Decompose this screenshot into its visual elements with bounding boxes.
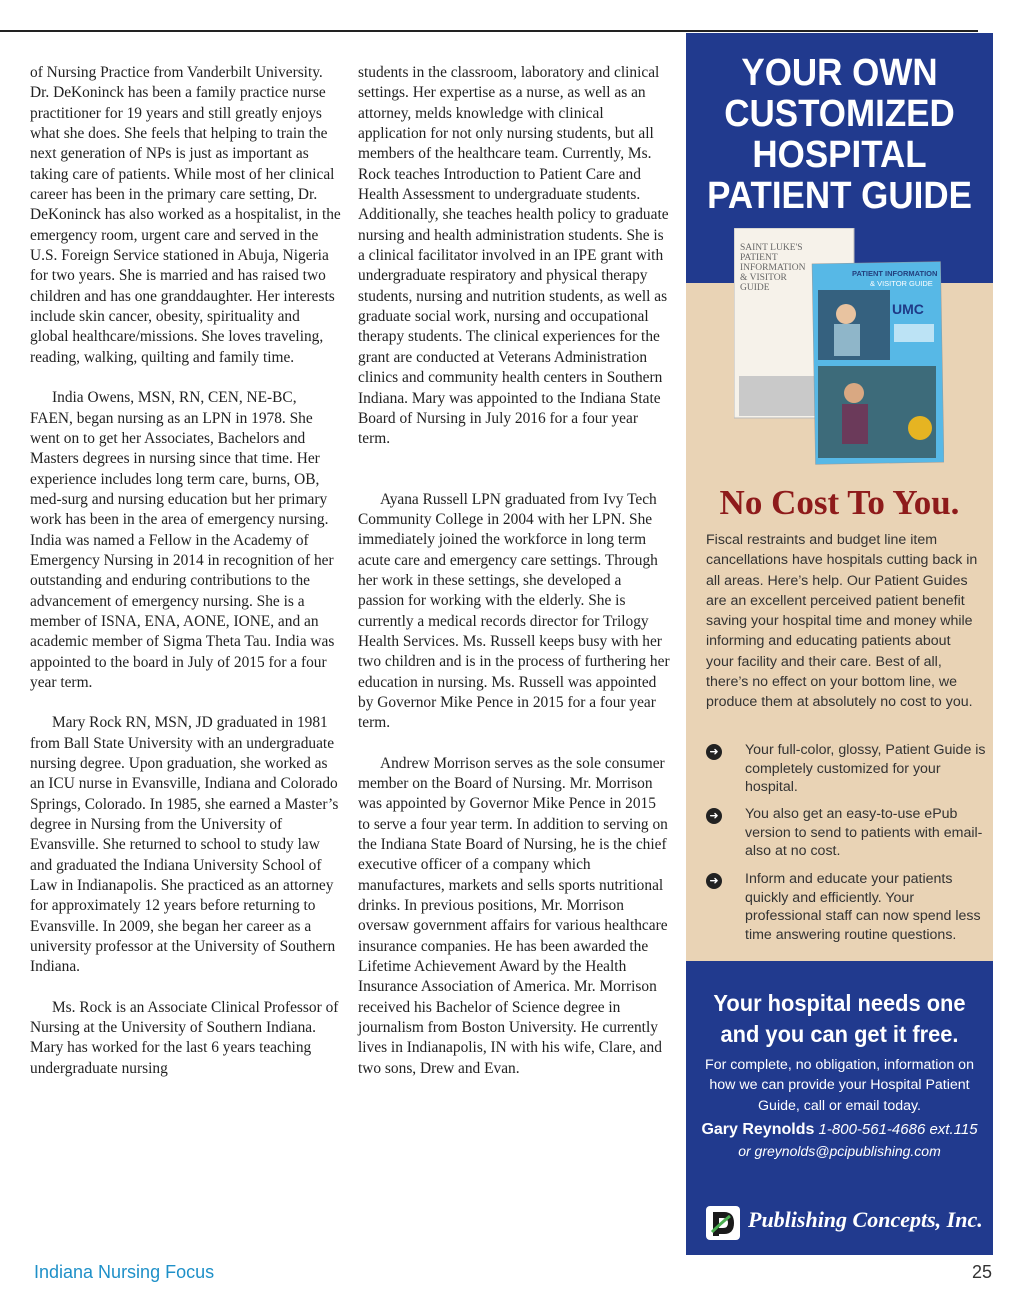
guide-logo-text: UMC: [892, 301, 924, 317]
contact-email: or greynolds@pcipublishing.com: [738, 1143, 941, 1159]
arrow-right-icon: ➜: [706, 808, 722, 824]
benefit-item: ➜ You also get an easy-to-use ePub version to send to patients with email-also at no cost.: [706, 805, 986, 861]
more-info-text: For complete, no obligation, information on how we can provide your Hospital Patient Guide, call or email today.: [705, 1057, 974, 1114]
svg-text:& VISITOR GUIDE: & VISITOR GUIDE: [870, 279, 933, 288]
page-number: 25: [971, 1262, 992, 1282]
arrow-right-icon: ➜: [706, 744, 722, 760]
advertisement: [686, 33, 993, 1255]
publisher-logo-icon: [706, 1206, 740, 1240]
paragraph-rock-professor: Ms. Rock is an Associate Clinical Professor of Nursing at the University of Southern Indiana. Mary has worked for the last 6 years teaching undergraduate nursing: [30, 998, 339, 1077]
paragraph-india-owens: India Owens, MSN, RN, CEN, NE-BC, FAEN, began nursing as an LPN in 1978. She went on to get her Associates, Bachelors and Masters degrees in nursing since that time. Her experience includes long term care, burns, OB, med-surg and nursing education but her primary work has been in the area of emergency nursing. India was named a Fellow in the Academy of Emergency Nursing in 2014 in recognition of her outstanding and enduring contributions to the advancement of emergency nursing. She is a member of ISNA, ENA, AONE, IONE, and an academic member of Sigma Theta Tau. India was appointed to the board in July of 2015 for a four year term.: [30, 389, 335, 691]
contact-name: Gary Reynolds: [701, 1121, 815, 1138]
paragraph-dekoninck: of Nursing Practice from Vanderbilt University. Dr. DeKoninck has been a family practice nurse practitioner for 19 years and still greatly enjoys what she does. She feels that helping to train the next generation of NPs is just as important as taking care of patients. While most of her clinical career has been in the primary care setting, Dr. DeKoninck has also worked as a hospitalist, in the emergency room, urgent care and served in the U.S. Foreign Service stationed in Abuja, Nigeria for two years. She is married and has raised two children and has one granddaughter. Her interests include skin cancer, obesity, spirituality and global healthcare/missions. She loves traveling, reading, walking, quilting and family time.: [30, 64, 341, 366]
contact-line: [686, 1121, 993, 1139]
top-rule: [0, 30, 978, 32]
paragraph-andrew-morrison: Andrew Morrison serves as the sole consumer member on the Board of Nursing. Mr. Morrison was appointed by Governor Mike Pence in 2015 to serve a four year term. In addition to serving on the Indiana State Board of Nursing, he is the chief executive officer of a company which manufactures, markets and sells sports nutritional drinks. In previous positions, Mr. Morrison oversaw government affairs for various healthcare insurance companies. He has been awarded the Lifetime Achievement Award by the Health Insurance Association of America. Mr. Morrison received his Bachelor of Science degree in journalism from Boston University. He currently lives in Indianapolis, IN with his wife, Clare, and two sons, Drew and Evan.: [358, 754, 668, 1077]
guide-back-text: SAINT LUKE'S PATIENT INFORMATION & VISITOR GUIDE: [740, 243, 806, 293]
paragraph-rock-teaching: students in the classroom, laboratory and clinical settings. Her expertise as a nurse, as well as an attorney, melds knowledge with clinical application for not only nursing students, but all members of the healthcare team. Currently, Ms. Rock teaches Introduction to Patient Care and Health Assessment to undergraduate students. Additionally, she teaches health policy to graduate nursing and health administration students. She is a clinical facilitator involved in an IPE grant with undergraduate respiratory and physical therapy students, nursing and nutrition students, as well as graduate social work, nursing and occupational therapy students. The clinical experiences for the grant are conducted at Veterans Administration clinics and community health centers in Southern Indiana. Mary was appointed to the Indiana State Board of Nursing in July 2016 for a four year term.: [358, 64, 669, 448]
ad-headline: YOUR OWN CUSTOMIZED HOSPITAL PATIENT GUIDE: [707, 52, 972, 217]
hospital-needs-headline: Your hospital needs one and you can get it free.: [713, 990, 966, 1047]
no-cost-title: No Cost To You.: [719, 483, 960, 522]
benefit-item: ➜ Inform and educate your patients quickly and efficiently. Your professional staff can now spend less time answering routine questions.: [706, 870, 986, 944]
contact-phone: 1-800-561-4686 ext.115: [818, 1121, 978, 1138]
publisher-name: Publishing Concepts, Inc.: [748, 1207, 983, 1232]
arrow-right-icon: ➜: [706, 873, 722, 889]
paragraph-mary-rock: Mary Rock RN, MSN, JD graduated in 1981 from Ball State University with an undergraduate nursing degree. Upon graduation, she worked as an ICU nurse in Evansville, Indiana and Colorado Springs, Colorado. In 1985, she earned a Master’s degree in Nursing from the University of Evansville. She returned to school to study law and graduated the Indiana University School of Law in Indianapolis. She practiced as an attorney for approximately 12 years before returning to Evansville. In 2009, she began her career as a university professor at the University of Southern Indiana.: [30, 714, 339, 976]
patient-guide-image: [734, 228, 944, 468]
paragraph-ayana-russell: Ayana Russell LPN graduated from Ivy Tech Community College in 2004 with her LPN. She immediately joined the workforce in long term acute care and emergency care settings. Through her work in these settings, she developed a passion for working with the elderly. She is currently a medical records director for Trilogy Health Services. Ms. Russell keeps busy with her two children and is in the process of furthering her education in nursing. Ms. Russell was appointed by Governor Mike Pence in 2015 for a four year term.: [358, 490, 670, 732]
publisher-logo-block: [686, 1203, 993, 1243]
no-cost-body: Fiscal restraints and budget line item cancellations have hospitals cutting back in all areas. Here’s help. Our Patient Guides are an excellent perceived patient benefit saving your hospital time and money while informing and educating patients about your facility and their care. Best of all, there’s no effect on your bottom line, we produce them at absolutely no cost to you.: [706, 532, 978, 711]
article-column-2: [358, 63, 670, 1079]
article-column-1: [30, 63, 342, 1079]
publication-name: Indiana Nursing Focus: [34, 1262, 215, 1282]
ad-footer-panel: [686, 961, 993, 1255]
svg-text:PATIENT INFORMATION: PATIENT INFORMATION: [852, 269, 938, 278]
benefit-item: ➜ Your full-color, glossy, Patient Guide is completely customized for your hospital.: [706, 741, 986, 797]
